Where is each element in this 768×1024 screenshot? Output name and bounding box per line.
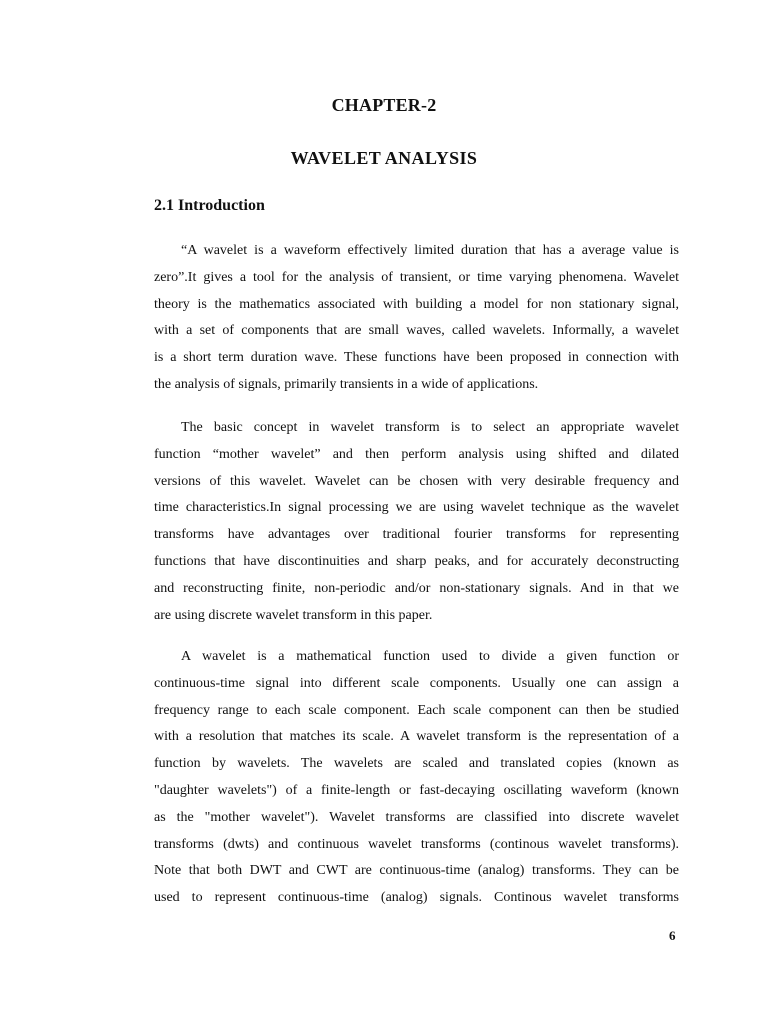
paragraph-line: zero”.It gives a tool for the analysis of transient, or time varying phenomena. Wavelet <box>154 269 679 285</box>
paragraph-line: transforms have advantages over traditional fourier transforms for representing <box>154 527 679 543</box>
paragraph-line: The basic concept in wavelet transform is to select an appropriate wavelet <box>181 420 679 435</box>
section-heading: 2.1 Introduction <box>154 197 265 214</box>
paragraph-line: and reconstructing finite, non-periodic and/or non-stationary signals. And in that we <box>154 580 679 596</box>
paragraph-line: versions of this wavelet. Wavelet can be chosen with very desirable frequency and <box>154 473 679 489</box>
paragraph-line: with a resolution that matches its scale. A wavelet transform is the representation of a <box>154 729 679 745</box>
paragraph-line: "daughter wavelets") of a finite-length or fast-decaying oscillating waveform (known <box>154 782 679 798</box>
paragraph-line: with a set of components that are small waves, called wavelets. Informally, a wavelet <box>154 323 679 339</box>
paragraph-1 <box>154 238 679 399</box>
paragraph-line: frequency range to each scale component. Each scale component can then be studied <box>154 702 679 718</box>
paragraph-line: Note that both DWT and CWT are continuous-time (analog) transforms. They can be <box>154 863 679 879</box>
paragraph-line: function by wavelets. The wavelets are scaled and translated copies (known as <box>154 756 679 772</box>
chapter-heading: CHAPTER-2 <box>331 95 437 115</box>
paragraph-line: as the "mother wavelet"). Wavelet transforms are classified into discrete wavelet <box>154 809 679 825</box>
paragraph-line: continuous-time signal into different scale components. Usually one can assign a <box>154 675 679 691</box>
paragraph-line: “A wavelet is a waveform effectively limited duration that has a average value is <box>181 243 679 258</box>
page-number: 6 <box>669 928 676 943</box>
paragraph-line: are using discrete wavelet transform in this paper. <box>154 607 433 623</box>
paragraph-line: functions that have discontinuities and sharp peaks, and for accurately deconstructing <box>154 553 679 569</box>
paragraph-line: time characteristics.In signal processing we are using wavelet technique as the wavelet <box>154 500 679 516</box>
paragraph-line: transforms (dwts) and continuous wavelet transforms (continous wavelet transforms). <box>154 836 679 852</box>
paragraph-3 <box>154 644 679 912</box>
paragraph-2 <box>154 415 679 629</box>
paragraph-line: is a short term duration wave. These functions have been proposed in connection with <box>154 350 679 366</box>
paragraph-line: used to represent continuous-time (analog) signals. Continous wavelet transforms <box>154 890 679 906</box>
paragraph-line: A wavelet is a mathematical function used to divide a given function or <box>181 649 679 664</box>
chapter-title: WAVELET ANALYSIS <box>290 148 478 168</box>
paragraph-line: function “mother wavelet” and then perform analysis using shifted and dilated <box>154 446 679 462</box>
paragraph-line: theory is the mathematics associated with building a model for non stationary signal, <box>154 296 679 312</box>
paragraph-line: the analysis of signals, primarily transients in a wide of applications. <box>154 376 539 392</box>
